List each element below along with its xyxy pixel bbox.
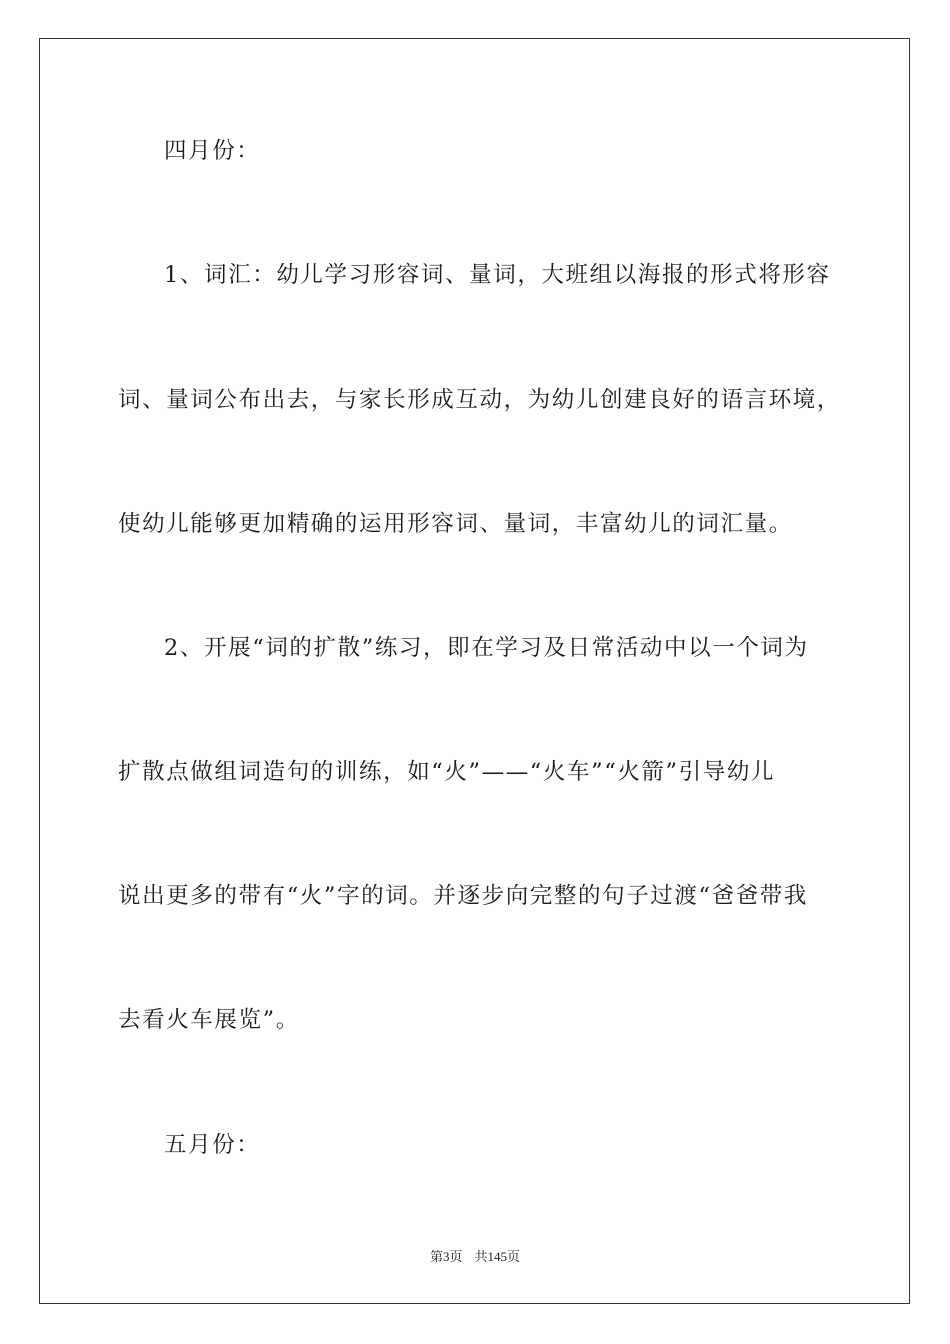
total-pages: 共145页 bbox=[474, 1249, 521, 1264]
paragraph-line: 1、词汇：幼儿学习形容词、量词，大班组以海报的形式将形容 bbox=[164, 262, 831, 288]
paragraph-line: 使幼儿能够更加精确的运用形容词、量词，丰富幼儿的词汇量。 bbox=[118, 511, 793, 537]
page-footer bbox=[0, 1248, 950, 1266]
paragraph-line: 2、开展“词的扩散”练习，即在学习及日常活动中以一个词为 bbox=[164, 635, 809, 661]
paragraph-line: 去看火车展览”。 bbox=[118, 1007, 300, 1033]
paragraph-line: 说出更多的带有“火”字的词。并逐步向完整的句子过渡“爸爸带我 bbox=[118, 883, 809, 909]
section-heading-april: 四月份： bbox=[164, 138, 261, 164]
page-border bbox=[39, 38, 910, 1304]
page-number: 第3页 bbox=[429, 1249, 463, 1264]
section-heading-may: 五月份： bbox=[164, 1132, 261, 1158]
paragraph-line: 扩散点做组词造句的训练，如“火”——“火车”“火箭”引导幼儿 bbox=[118, 759, 776, 785]
paragraph-line: 词、量词公布出去，与家长形成互动，为幼儿创建良好的语言环境， bbox=[118, 387, 842, 413]
